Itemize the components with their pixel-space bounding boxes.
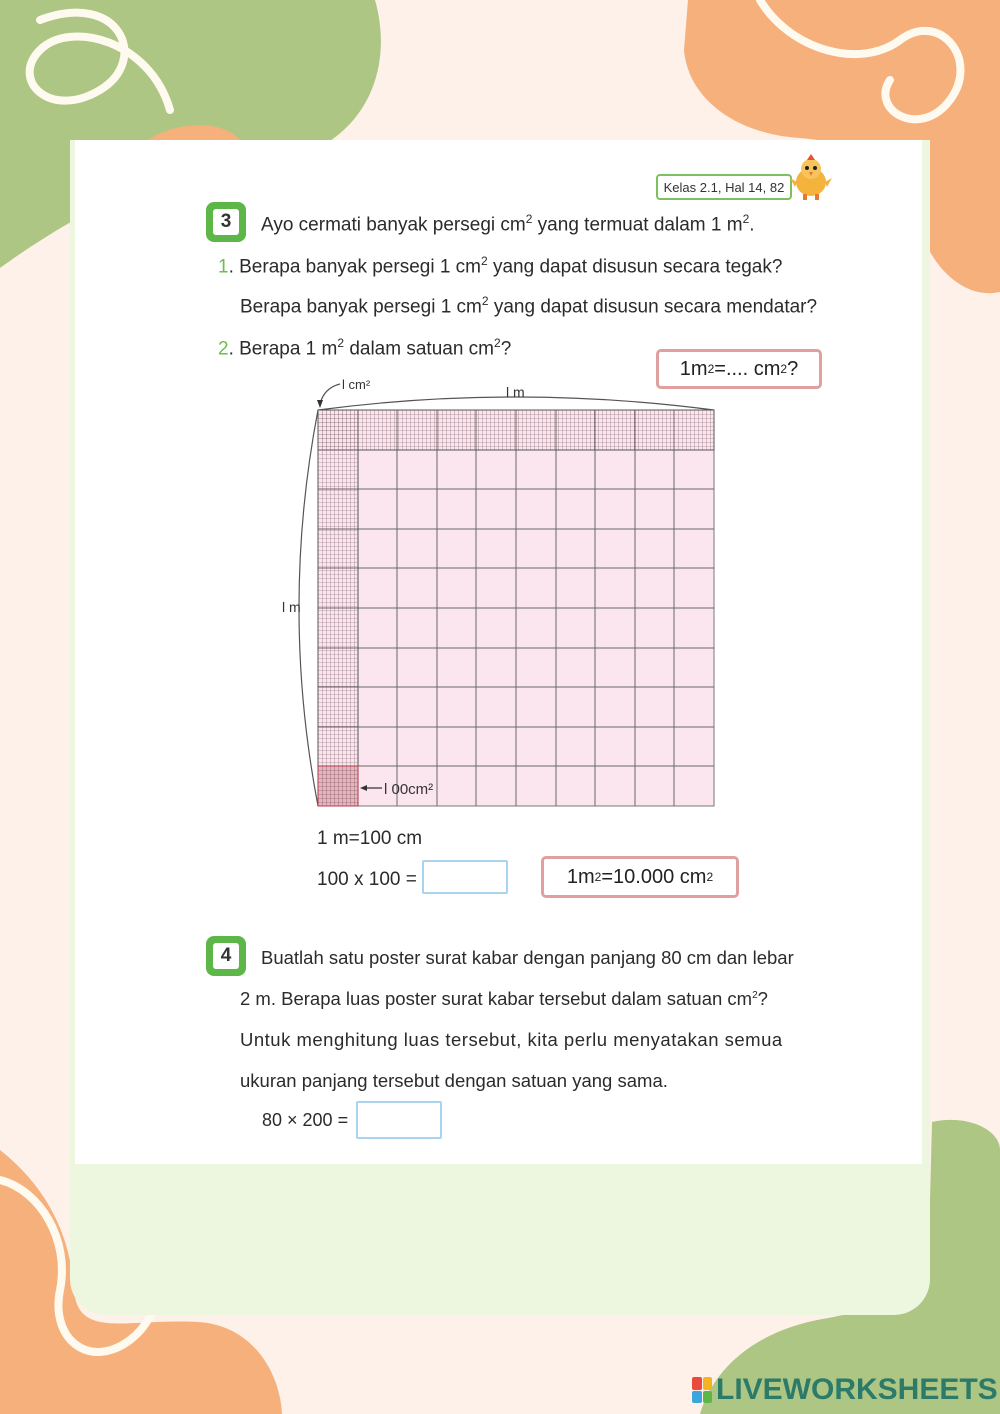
equation-100x100: 100 x 100 =	[317, 869, 417, 890]
question-3-item-2: 2. Berapa 1 $m^2$ dalam satuan $cm^2$?	[218, 336, 512, 360]
page-reference-label: Kelas 2.1, Hal 14, 82	[656, 174, 792, 200]
question-4-badge: 4	[206, 936, 246, 976]
meter-to-cm-line: 1 m=100 cm	[317, 828, 423, 849]
question-3-badge: 3	[206, 202, 246, 242]
question-3-title: Ayo cermati banyak persegi $cm^2$ yang termuat dalam 1 $m^2$.	[261, 212, 755, 236]
cm2-pointer	[320, 384, 340, 404]
hint-box-answer: 1m 2 =10.000 cm 2	[541, 856, 739, 898]
hint-box-question: 1m 2 =.... cm 2 ?	[656, 349, 822, 389]
question-3-item-1-part-2: Berapa banyak persegi 1 $cm^2$ yang dapat disusun secara mendatar?	[240, 294, 818, 318]
equation-80x200: 80 × 200 =	[262, 1110, 349, 1130]
question-3-item-1: 1. Berapa banyak persegi 1 $cm^2$ yang dapat disusun secara tegak?	[218, 254, 783, 278]
label-side-1m: l m	[282, 599, 301, 615]
question-4-line-2: 2 m. Berapa luas poster surat kabar tersebut dalam satuan $cm^2$?	[240, 988, 768, 1009]
label-top-1m: l m	[506, 384, 525, 400]
label-1cm2: l cm²	[342, 377, 371, 392]
side-dimension-arc	[299, 410, 318, 806]
question-4-line-4: ukuran panjang tersebut dengan satuan yang sama.	[240, 1070, 668, 1091]
label-100cm2: l 00cm²	[384, 781, 434, 798]
liveworksheets-logo-icon	[692, 1377, 712, 1403]
question-4-line-1: Buatlah satu poster surat kabar dengan panjang 80 cm dan lebar	[261, 947, 794, 968]
fine-grid-top-strip	[318, 410, 714, 450]
answer-input-q3[interactable]	[422, 860, 508, 894]
question-4-line-3: Untuk menghitung luas tersebut, kita perlu menyatakan semua	[240, 1029, 783, 1050]
chick-mascot-icon	[790, 154, 832, 200]
liveworksheets-logo	[692, 1372, 998, 1408]
answer-input-q4[interactable]	[356, 1101, 442, 1139]
brand-name: LIVEWORKSHEETS	[716, 1373, 998, 1406]
square-meter-grid-figure	[270, 370, 730, 820]
fine-grid-left-strip	[318, 410, 358, 806]
